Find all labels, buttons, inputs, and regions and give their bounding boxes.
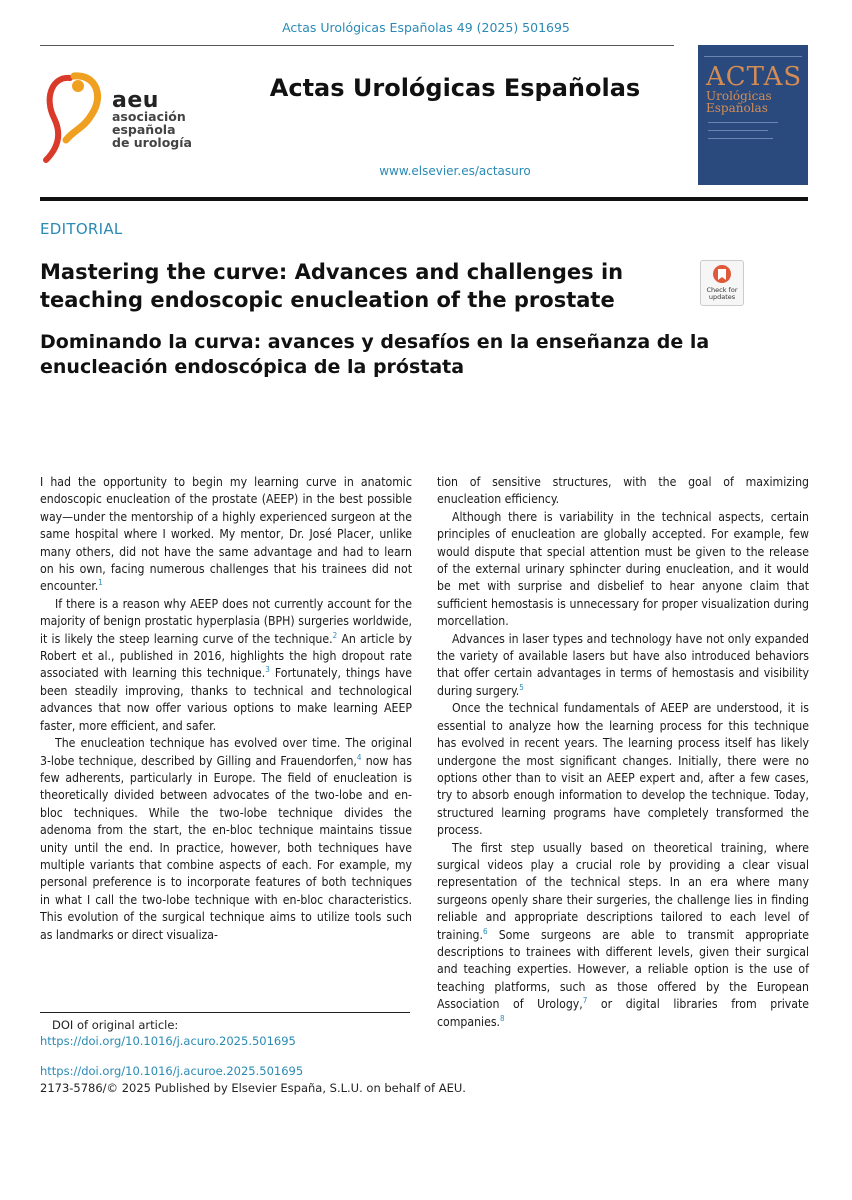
citation-link[interactable]: 4 bbox=[356, 752, 362, 762]
header-rule bbox=[40, 45, 674, 46]
doi-original-label: DOI of original article: bbox=[52, 1018, 179, 1032]
paragraph: Advances in laser types and technology have not only expanded the variety of available lasers but have also introduced behaviors that offer certain advantages in terms of hemostasis and visibility during surgery.$^5$ bbox=[437, 631, 809, 698]
cover-subtitle-2: Españolas bbox=[706, 101, 768, 115]
logo-text bbox=[112, 110, 192, 149]
cover-decor-line bbox=[704, 56, 802, 57]
aeu-logo-icon bbox=[40, 70, 110, 165]
article-subtitle: Dominando la curva: avances y desafíos en la enseñanza de la enucleación endoscópica de la próstata bbox=[40, 331, 710, 378]
paragraph: Once the technical fundamentals of AEEP are understood, it is essential to analyze how the learning process for this technique has evolved in recent years. The learning process itself has likely undergone the most significant changes. Initially, there were no options other than to visit an AEEP expert and, after a few cases, try to absorb enough information to develop the technique. Today, structured learning programs have completely transformed the process. bbox=[437, 701, 809, 838]
logo-abbr: aeu bbox=[112, 88, 159, 113]
doi-link[interactable]: https://doi.org/10.1016/j.acuroe.2025.501695 bbox=[40, 1064, 304, 1078]
header-thick-rule bbox=[40, 197, 808, 201]
cover-subtitle-1: Urológicas bbox=[706, 89, 772, 103]
citation-link[interactable]: 5 bbox=[519, 682, 524, 692]
copyright-notice: 2173-5786/© 2025 Published by Elsevier España, S.L.U. on behalf of AEU. bbox=[40, 1081, 466, 1095]
doi-original-link[interactable]: https://doi.org/10.1016/j.acuro.2025.501695 bbox=[40, 1034, 296, 1048]
paragraph: If there is a reason why AEEP does not currently account for the majority of benign prostatic hyperplasia (BPH) surgeries worldwide, it is likely the steep learning curve of the technique.$^2$ An article by Robert et al., published in 2016, highlights the high dropout rate associated with learning this technique.$^3$ Fortunately, things have been steadily improving, thanks to technical and technological advances that now offer various options to make learning AEEP faster, more efficient, and safer. bbox=[40, 596, 412, 733]
journal-title: Actas Urológicas Españolas bbox=[269, 74, 641, 102]
citation-link[interactable]: 7 bbox=[582, 996, 588, 1006]
body-column-right bbox=[437, 474, 809, 1031]
logo-line-1: asociación bbox=[112, 109, 186, 124]
citation-link[interactable]: 1 bbox=[98, 578, 103, 588]
logo-line-3: de urología bbox=[112, 135, 192, 150]
body-column-left bbox=[40, 474, 412, 944]
footnote-rule bbox=[40, 1012, 410, 1013]
paragraph: I had the opportunity to begin my learning curve in anatomic endoscopic enucleation of the prostate (AEEP) in the best possible way—under the mentorship of a highly experienced surgeon at the same hospital where I worked. My mentor, Dr. José Placer, unlike many others, did not have the same advantage and had to learn on his own, facing numerous challenges that his trainees did not encounter.$^1$ bbox=[40, 475, 412, 594]
cover-decor-line bbox=[708, 138, 773, 139]
check-for-updates-label: Check for updates bbox=[706, 286, 738, 301]
paragraph: Although there is variability in the technical aspects, certain principles of enucleation are globally accepted. For example, few would dispute that special attention must be given to the release of the external urinary sphincter during enucleation, and it would be met with surprise and disbelief to hear anyone claim that sufficient hemostasis is unnecessary for proper visualization during morcellation. bbox=[437, 509, 809, 629]
citation-link[interactable]: 3 bbox=[265, 665, 270, 675]
citation-link[interactable]: 8 bbox=[500, 1013, 505, 1023]
paragraph: tion of sensitive structures, with the goal of maximizing enucleation efficiency. bbox=[437, 475, 809, 507]
citation-link[interactable]: 2 bbox=[332, 630, 338, 640]
section-label: EDITORIAL bbox=[40, 220, 123, 238]
citation-link[interactable]: 6 bbox=[482, 926, 488, 936]
journal-url-link[interactable]: www.elsevier.es/actasuro bbox=[379, 164, 531, 178]
journal-citation[interactable]: Actas Urológicas Españolas 49 (2025) 501695 bbox=[282, 20, 570, 35]
article-title: Mastering the curve: Advances and challenges in teaching endoscopic enucleation of the prostate bbox=[40, 260, 624, 312]
bookmark-icon bbox=[701, 261, 743, 285]
cover-decor-line bbox=[708, 122, 778, 123]
cover-title: ACTAS bbox=[706, 62, 803, 92]
paragraph: The first step usually based on theoretical training, where surgical videos play a crucial role by providing a clear visual representation of the technical steps. In an era where many surgeons openly share their surgeries, the challenge lies in finding reliable and appropriate descriptions tailored to each level of training.$^6$ Some surgeons are able to transmit appropriate descriptions to trainees with different levels, given their surgical and teaching experties. However, a reliable option is the use of teaching platforms, such as those offered by the European Association of Urology,$^7$ or digital libraries from private companies.$^8$ bbox=[437, 840, 809, 1029]
cover-decor-line bbox=[708, 130, 768, 131]
cover-subtitle bbox=[706, 90, 772, 114]
logo-line-2: española bbox=[112, 122, 176, 137]
paragraph: The enucleation technique has evolved over time. The original 3-lobe technique, described by Gilling and Frauendorfen,$^4$ now has few adherents, particularly in Europe. The field of enucleation is theoretically divided between advocates of the two-lobe and en-bloc techniques. While the two-lobe technique divides the adenoma from the start, the en-bloc technique maintains tissue unity until the end. In practice, however, both techniques have multiple variants that combine aspects of each. For example, my personal preference is to incorporate features of both techniques in what I call the two-lobe technique with en-bloc characteristics. This evolution of the surgical technique aims to utilize tools such as landmarks or direct visualiza- bbox=[40, 736, 412, 942]
